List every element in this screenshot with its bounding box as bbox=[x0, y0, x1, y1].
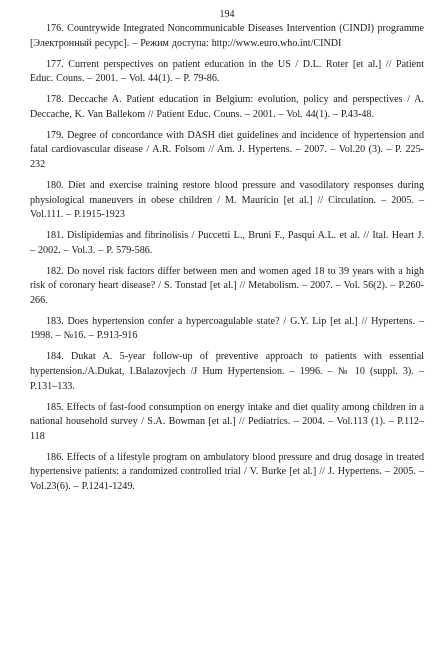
reference-list bbox=[30, 22, 424, 495]
reference-item: 183. Does hypertension confer a hypercoagulable state? / G.Y. Lip [et al.] // Hypertens. – 1998. – №16. – P.913-916 bbox=[30, 315, 424, 342]
reference-item: 182. Do novel risk factors differ between men and women aged 18 to 39 years with a high risk of coronary heart disease? / S. Tonstad [et al.] // Metabolism. – 2007. – Vol. 56(2). – P.260-266. bbox=[30, 265, 424, 306]
reference-item: 179. Degree of concordance with DASH diet guidelines and incidence of hypertension and fatal cardiovascular disease / A.R. Folsom // Am. J. Hypertens. – 2007. – Vol.20 (3). – P. 225-232 bbox=[30, 129, 424, 170]
reference-item: 176. Countrywide Integrated Noncommunicable Diseases Intervention (CINDI) programme [Электронный ресурс]. – Режим доступа: http://www.euro.who.int/CINDI bbox=[30, 23, 424, 49]
reference-item: 178. Deccache A. Patient education in Belgium: evolution, policy and perspectives / A. Deccache, K. Van Ballekom // Patient Educ. Couns. – 2001. – Vol. 44(1). – P.43-48. bbox=[30, 94, 424, 120]
reference-item: 184. Dukat A. 5-year follow-up of preventive approach to patients with essential hypertension./A.Dukat, I.Balazovjech /J Hum Hypertension. – 1996. – № 10 (suppl. 3). – P.131–133. bbox=[30, 351, 424, 392]
reference-item: 185. Effects of fast-food consumption on energy intake and diet quality among children in a national household survey / S.A. Bowman [et al.] // Pediatrics. – 2004. – Vol.113 (1). – P.112–118 bbox=[30, 401, 424, 442]
page-number: 194 bbox=[219, 9, 235, 20]
reference-item: 181. Dislipidemias and fibrinolisis / Puccetti L., Bruni F., Pasqui A.L. et al. // Ital. Heart J. – 2002. – Vol.3. – P. 579-586. bbox=[30, 230, 424, 256]
reference-item: 186. Effects of a lifestyle program on ambulatory blood pressure and drug dosage in treated hypertensive patients: a randomized controlled trial / V. Burke [et al.] // J. Hypertens. – 2005. – Vol.23(6). – P.1241-1249. bbox=[30, 451, 424, 492]
reference-item: 177. Current perspectives on patient education in the US / D.L. Roter [et al.] // Patient Educ. Couns. – 2001. – Vol. 44(1). – P. 79-86. bbox=[30, 58, 424, 85]
reference-item: 180. Diet and exercise training restore blood pressure and vasodilatory responses during physiological maneuvers in obese children / M. Maurício [et al.] // Circulation. – 2005. – Vol.111. – P.1915-1923 bbox=[30, 179, 424, 221]
